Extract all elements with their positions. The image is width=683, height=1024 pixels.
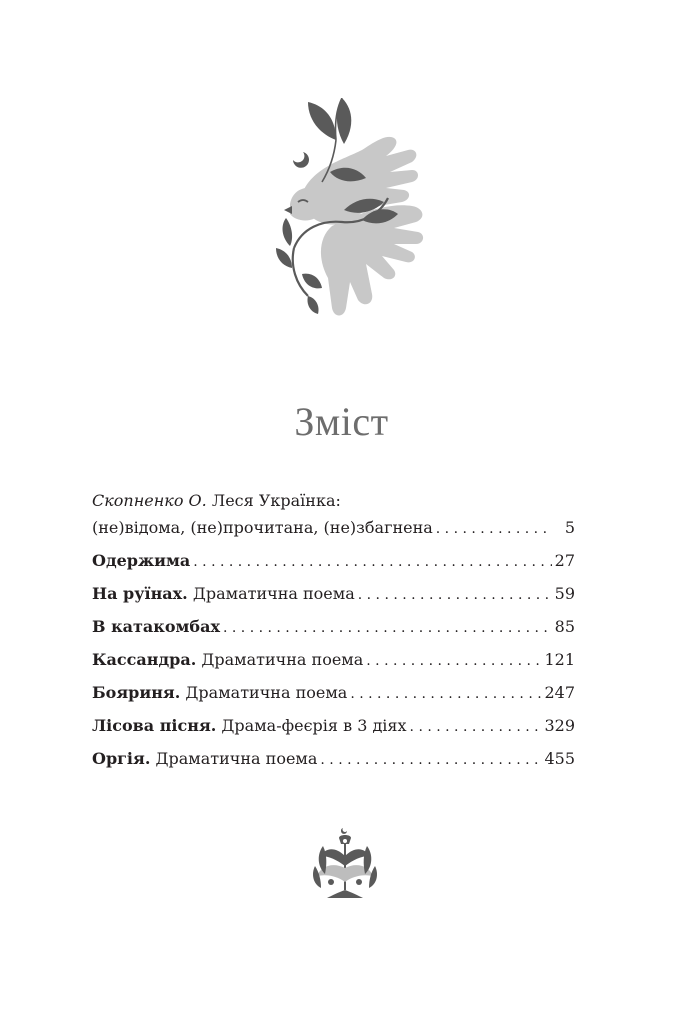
dot-leader (350, 681, 541, 708)
entry-title-bold: Бояриня. (92, 683, 181, 702)
toc-entry-intro (92, 487, 575, 541)
crescent-moon-icon (293, 152, 309, 168)
page-number: 5 (564, 518, 575, 537)
entry-title-bold: Лісова пісня. (92, 716, 217, 735)
page-number: 247 (544, 683, 575, 702)
page-number: 85 (554, 617, 575, 636)
toc-entry-v-katakombakh (92, 613, 575, 640)
dot-leader (320, 747, 541, 774)
page-number: 59 (554, 584, 575, 603)
toc-entry-na-ruinakh (92, 580, 575, 607)
dot-leader (366, 648, 541, 675)
entry-genre: Драматична поема (201, 650, 364, 669)
entry-title-bold: В катакомбах (92, 617, 220, 636)
entry-genre: Драма-феєрія в 3 діях (221, 716, 407, 735)
page-title: Зміст (294, 399, 389, 444)
dot-leader (358, 582, 552, 609)
toc-entry-boyarynia (92, 679, 575, 706)
entry-genre: Драматична поема (192, 584, 355, 603)
dot-leader (436, 516, 552, 543)
entry-subtitle: (не)відома, (не)прочитана, (не)збагнена (92, 518, 433, 537)
table-of-contents (92, 487, 575, 772)
entry-genre: Драматична поема (155, 749, 318, 768)
entry-author: Скопненко О. (92, 491, 207, 510)
toc-entry-lisova-pisnia (92, 712, 575, 739)
page-number: 329 (544, 716, 575, 735)
entry-title-bold: Оргія. (92, 749, 151, 768)
hands-bird-illustration (262, 98, 432, 328)
entry-title-bold: Одержима (92, 551, 191, 570)
dot-leader (410, 714, 542, 741)
dot-leader (223, 615, 552, 642)
entry-genre: Драматична поема (185, 683, 348, 702)
toc-entry-kassandra (92, 646, 575, 673)
toc-entry-orhiia (92, 745, 575, 772)
page-number: 27 (554, 551, 575, 570)
toc-entry-oderzhyma (92, 547, 575, 574)
page-number: 121 (544, 650, 575, 669)
folk-flower-ornament (309, 826, 381, 900)
entry-title-bold: На руїнах. (92, 584, 188, 603)
page-number: 455 (544, 749, 575, 768)
entry-title: Леся Українка: (211, 491, 341, 510)
dot-leader (193, 549, 551, 576)
crescent-icon (341, 828, 347, 834)
entry-title-bold: Кассандра. (92, 650, 197, 669)
